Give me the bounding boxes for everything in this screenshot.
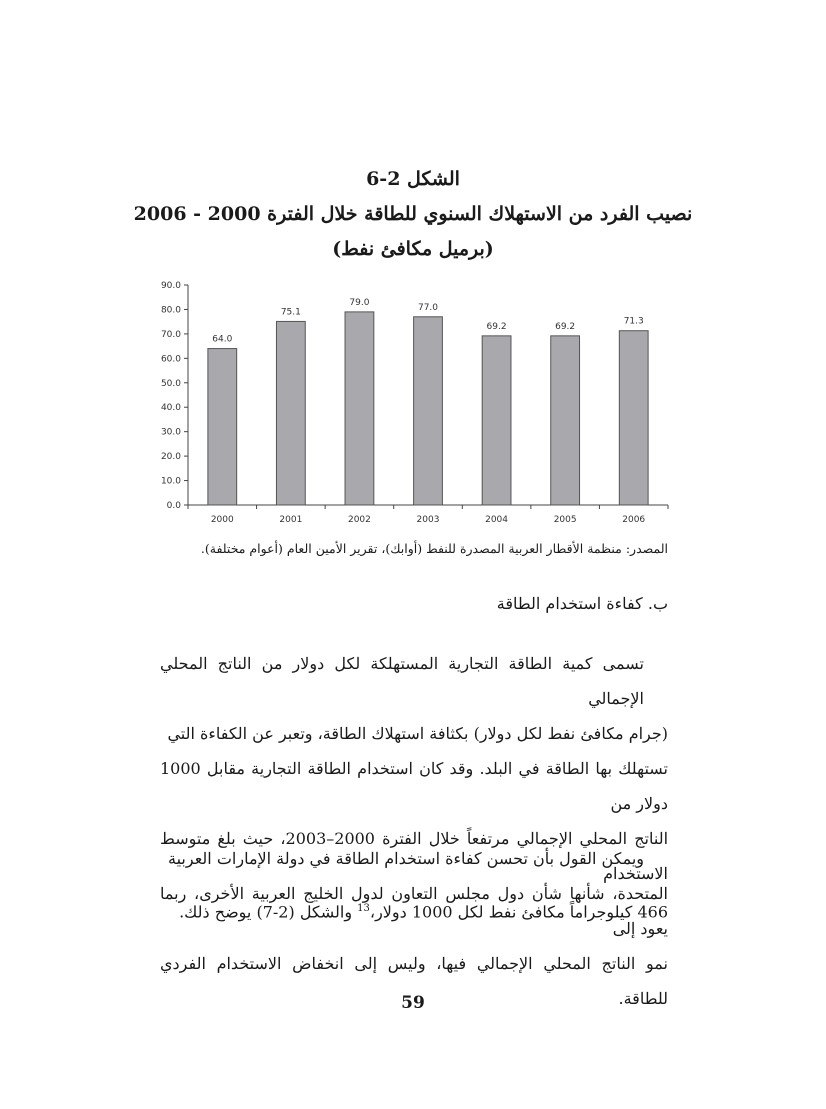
paragraph-1-line-part: والشكل (2-7) يوضح ذلك. [179, 902, 358, 922]
bar [276, 321, 305, 505]
y-tick-label: 80.0 [160, 305, 181, 316]
figure-unit: (برميل مكافئ نفط) [332, 238, 494, 260]
data-label: 77.0 [417, 302, 439, 313]
bar [414, 317, 443, 505]
data-label: 69.2 [486, 321, 507, 332]
source-note: المصدر: منظمة الأقطار العربية المصدرة للنفط (أوابك)، تقرير الأمين العام (أعوام مختلفة). [200, 541, 668, 556]
bar [551, 336, 580, 505]
data-label: 69.2 [555, 321, 576, 332]
paragraph-1-line: تسمى كمية الطاقة التجارية المستهلكة لكل دولار من الناتج المحلي الإجمالي [160, 654, 644, 708]
y-tick-label: 90.0 [160, 281, 181, 291]
data-label: 79.0 [349, 297, 370, 308]
footnote-marker[interactable]: 13 [357, 903, 370, 914]
x-tick-label: 2000 [210, 515, 234, 525]
bar [208, 349, 237, 505]
y-tick-label: 70.0 [160, 329, 181, 340]
data-label: 75.1 [280, 307, 301, 318]
x-tick-label: 2005 [553, 515, 577, 525]
y-tick-label: 20.0 [160, 452, 181, 463]
bar-chart [150, 275, 680, 530]
page-number: 59 [401, 993, 425, 1013]
paragraph-2-line: المتحدة، شأنها شأن دول مجلس التعاون لدول الخليج العربية الأخرى، ربما يعود إلى [160, 884, 668, 938]
data-label: 64.0 [212, 334, 233, 345]
y-tick-label: 0.0 [166, 501, 181, 511]
figure-label: الشكل 2-6 [366, 168, 460, 190]
paragraph-2 [160, 841, 668, 1016]
paragraph-1-line: الناتج المحلي الإجمالي مرتفعاً خلال الفترة 2000–2003، حيث بلغ متوسط الاستخدام [160, 829, 669, 883]
x-tick-label: 2001 [279, 515, 303, 525]
x-tick-label: 2004 [485, 515, 509, 525]
y-tick-label: 50.0 [160, 378, 181, 389]
x-tick-label: 2006 [622, 515, 646, 525]
y-tick-label: 30.0 [160, 427, 181, 438]
figure-title: نصيب الفرد من الاستهلاك السنوي للطاقة خلال الفترة 2000 - 2006 [133, 203, 693, 225]
x-tick-label: 2002 [347, 515, 371, 525]
y-tick-label: 60.0 [160, 354, 181, 365]
section-heading: ب. كفاءة استخدام الطاقة [496, 594, 668, 613]
x-tick-label: 2003 [416, 515, 440, 525]
paragraph-1-line: (جرام مكافئ نفط لكل دولار) بكثافة استهلاك الطاقة، وتعبر عن الكفاءة التي [167, 724, 668, 743]
y-tick-label: 40.0 [160, 403, 181, 414]
paragraph-2-line: ويمكن القول بأن تحسن كفاءة استخدام الطاقة في دولة الإمارات العربية [168, 849, 644, 868]
bar [482, 336, 511, 505]
paragraph-1-line: تستهلك بها الطاقة في البلد. وقد كان استخدام الطاقة التجارية مقابل 1000 دولار من [160, 759, 668, 813]
paragraph-2-line: نمو الناتج المحلي الإجمالي فيها، وليس إلى انخفاض الاستخدام الفردي للطاقة. [160, 954, 668, 1008]
bar [345, 312, 374, 505]
paragraph-1-line-part: 466 كيلوجراماً مكافئ نفط لكل 1000 دولار، [369, 902, 668, 922]
y-tick-label: 10.0 [160, 476, 181, 487]
data-label: 71.3 [623, 316, 644, 327]
bar [619, 331, 648, 505]
